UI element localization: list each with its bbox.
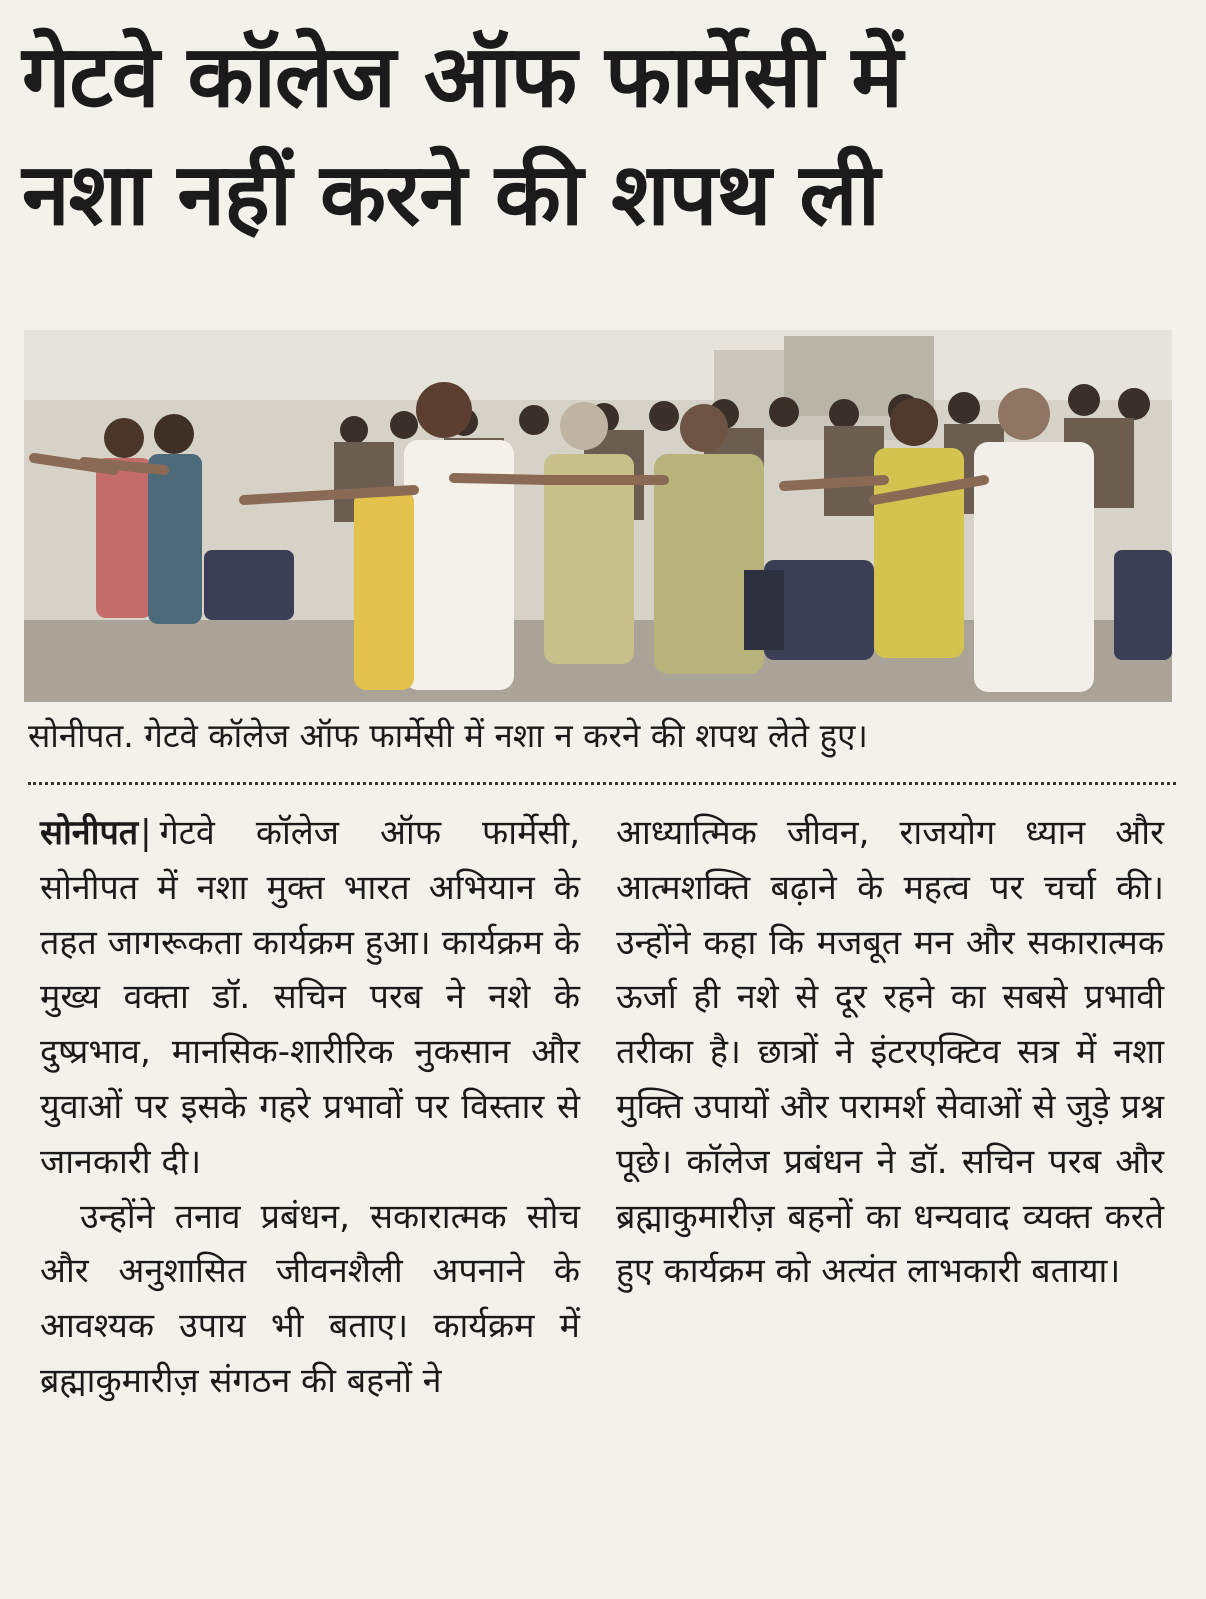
article-column-right — [616, 806, 1164, 1299]
news-photo — [24, 330, 1172, 702]
paragraph-1-body: गेटवे कॉलेज ऑफ फार्मेसी, सोनीपत में नशा मुक्त भारत अभियान के तहत जागरूकता कार्यक्रम हुआ। कार्यक्रम के मुख्य वक्ता डॉ. सचिन परब ने नशे के दुष्प्रभाव, मानसिक-शारीरिक नुकसान और युवाओं पर इसके गहरे प्रभावों पर विस्तार से जानकारी दी। — [40, 813, 580, 1182]
dateline: सोनीपत — [40, 813, 139, 853]
headline-line-1: गेटवे कॉलेज ऑफ फार्मेसी में — [22, 27, 902, 127]
headline — [22, 18, 1182, 254]
dateline-separator: | — [140, 813, 152, 853]
article-paragraph-1 — [40, 806, 580, 1190]
photo-oath-ceremony-illustration — [24, 330, 1172, 702]
article-paragraph-2-part-1: उन्होंने तनाव प्रबंधन, सकारात्मक सोच और अनुशासित जीवनशैली अपनाने के आवश्यक उपाय भी बताए। कार्यक्रम में ब्रह्माकुमारीज़ संगठन की बहनों ने — [40, 1196, 580, 1401]
photo-caption: सोनीपत. गेटवे कॉलेज ऑफ फार्मेसी में नशा न करने की शपथ लेते हुए। — [28, 716, 868, 755]
caption-divider — [28, 782, 1176, 785]
headline-line-2: नशा नहीं करने की शपथ ली — [22, 145, 879, 245]
article-paragraph-2-part-2: आध्यात्मिक जीवन, राजयोग ध्यान और आत्मशक्ति बढ़ाने के महत्व पर चर्चा की। उन्होंने कहा कि मजबूत मन और सकारात्मक ऊर्जा ही नशे से दूर रहने का सबसे प्रभावी तरीका है। छात्रों ने इंटरएक्टिव सत्र में नशा मुक्ति उपायों और परामर्श सेवाओं से जुड़े प्रश्न पूछे। कॉलेज प्रबंधन ने डॉ. सचिन परब और ब्रह्माकुमारीज़ बहनों का धन्यवाद व्यक्त करते हुए कार्यक्रम को अत्यंत लाभकारी बताया। — [616, 813, 1164, 1292]
article-column-left — [40, 806, 580, 1409]
